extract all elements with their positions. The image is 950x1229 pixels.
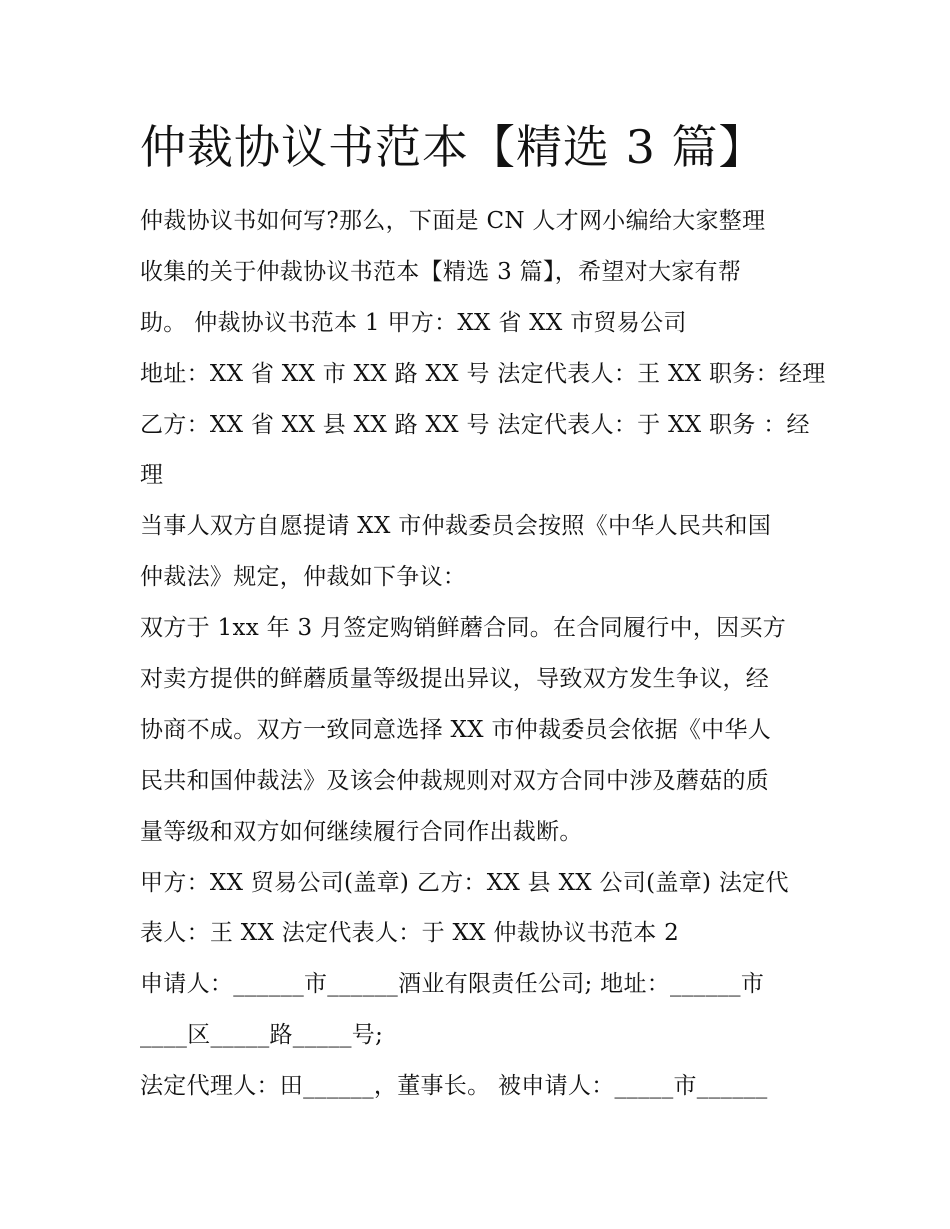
text-line-18: 法定代理人：田______，董事长。 被申请人：_____市______ (140, 1073, 768, 1100)
text-line-9: 双方于 1xx 年 3 月签定购销鲜蘑合同。在合同履行中，因买方 (140, 615, 787, 642)
text-line-7: 当事人双方自愿提请 XX 市仲裁委员会按照《中华人民共和国 (140, 513, 772, 540)
text-line-3: 助。 仲裁协议书范本 1 甲方：XX 省 XX 市贸易公司 (140, 309, 687, 336)
text-line-16: 申请人：______市______酒业有限责任公司; 地址：______市 (140, 971, 765, 998)
text-line-4: 地址：XX 省 XX 市 XX 路 XX 号 法定代表人：王 XX 职务：经理 (140, 360, 826, 387)
text-line-10: 对卖方提供的鲜蘑质量等级提出异议，导致双方发生争议，经 (140, 666, 770, 693)
text-line-8: 仲裁法》规定，仲裁如下争议： (140, 564, 467, 591)
document-title: 仲裁协议书范本【精选 3 篇】 (140, 120, 766, 174)
text-line-6: 理 (140, 462, 164, 489)
text-line-14: 甲方：XX 贸易公司(盖章) 乙方：XX 县 XX 公司(盖章) 法定代 (140, 869, 789, 896)
text-line-13: 量等级和双方如何继续履行合同作出裁断。 (140, 818, 583, 845)
text-line-5: 乙方：XX 省 XX 县 XX 路 XX 号 法定代表人：于 XX 职务 ：经 (140, 411, 810, 438)
text-line-2: 收集的关于仲裁协议书范本【精选 3 篇】，希望对大家有帮 (140, 258, 742, 285)
document-body (140, 196, 826, 1112)
text-line-12: 民共和国仲裁法》及该会仲裁规则对双方合同中涉及蘑菇的质 (140, 767, 770, 794)
text-line-17: ____区_____路_____号; (140, 1022, 384, 1049)
text-line-11: 协商不成。双方一致同意选择 XX 市仲裁委员会依据《中华人 (140, 716, 772, 743)
text-line-15: 表人：王 XX 法定代表人：于 XX 仲裁协议书范本 2 (140, 920, 680, 947)
text-line-1: 仲裁协议书如何写?那么，下面是 CN 人才网小编给大家整理 (140, 208, 766, 234)
